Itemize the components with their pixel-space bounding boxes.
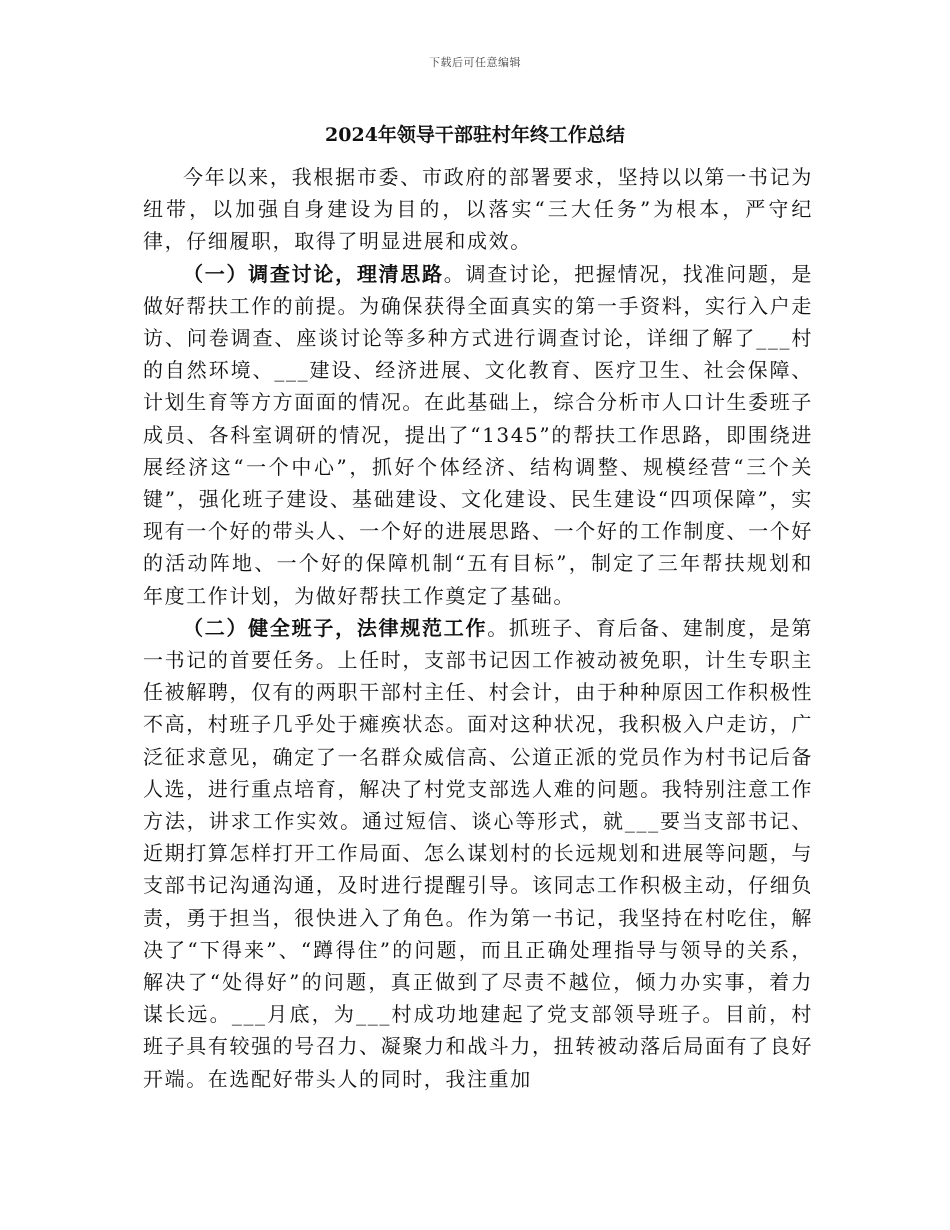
document-body [143,161,813,1095]
section-2-body: 。抓班子、育后备、建制度，是第一书记的首要任务。上任时，支部书记因工作被动被免职，计生专职主任被解聘，仅有的两职干部村主任、村会计，由于种种原因工作积极性不高，村班子几乎处于瘫痪状态。面对这种状况，我积极入户走访，广泛征求意见，确定了一名群众威信高、公道正派的党员作为村书记后备人选，进行重点培育，解决了村党支部选人难的问题。我特别注意工作方法，讲求工作实效。通过短信、谈心等形式，就___要当支部书记、近期打算怎样打开工作局面、怎么谋划村的长远规划和进展等问题，与支部书记沟通沟通，及时进行提醒引导。该同志工作积极主动，仔细负责，勇于担当，很快进入了角色。作为第一书记，我坚持在村吃住，解决了“下得来”、“蹲得住”的问题，而且正确处理指导与领导的关系，解决了“处得好”的问题，真正做到了尽责不越位，倾力办实事，着力谋长远。___月底，为___村成功地建起了党支部领导班子。目前，村班子具有较强的号召力、凝聚力和战斗力，扭转被动落后局面有了良好开端。在选配好带头人的同时，我注重加 [143,615,813,1091]
section-1-paragraph [143,258,813,612]
document-title: 2024年领导干部驻村年终工作总结 [325,124,625,146]
section-1-body: 。调查讨论，把握情况，找准问题，是做好帮扶工作的前提。为确保获得全面真实的第一手资料，实行入户走访、问卷调查、座谈讨论等多种方式进行调查讨论，详细了解了___村的自然环境、___建设、经济进展、文化教育、医疗卫生、社会保障、计划生育等方方面面的情况。在此基础上，综合分析市人口计生委班子成员、各科室调研的情况，提出了“1345”的帮扶工作思路，即围绕进展经济这“一个中心”，抓好个体经济、结构调整、规模经营“三个关键”，强化班子建设、基础建设、文化建设、民生建设“四项保障”，实现有一个好的带头人、一个好的进展思路、一个好的工作制度、一个好的活动阵地、一个好的保障机制“五有目标”，制定了三年帮扶规划和年度工作计划，为做好帮扶工作奠定了基础。 [143,261,814,608]
page-header-note: 下载后可任意编辑 [429,56,521,69]
section-1-heading: （一）调查讨论，理清思路 [183,261,444,286]
intro-paragraph: 今年以来，我根据市委、市政府的部署要求，坚持以以第一书记为纽带，以加强自身建设为目的，以落实“三大任务”为根本，严守纪律，仔细履职，取得了明显进展和成效。 [143,165,813,254]
section-2-paragraph [143,612,813,1095]
section-2-heading: （二）健全班子，法律规范工作 [183,615,488,640]
